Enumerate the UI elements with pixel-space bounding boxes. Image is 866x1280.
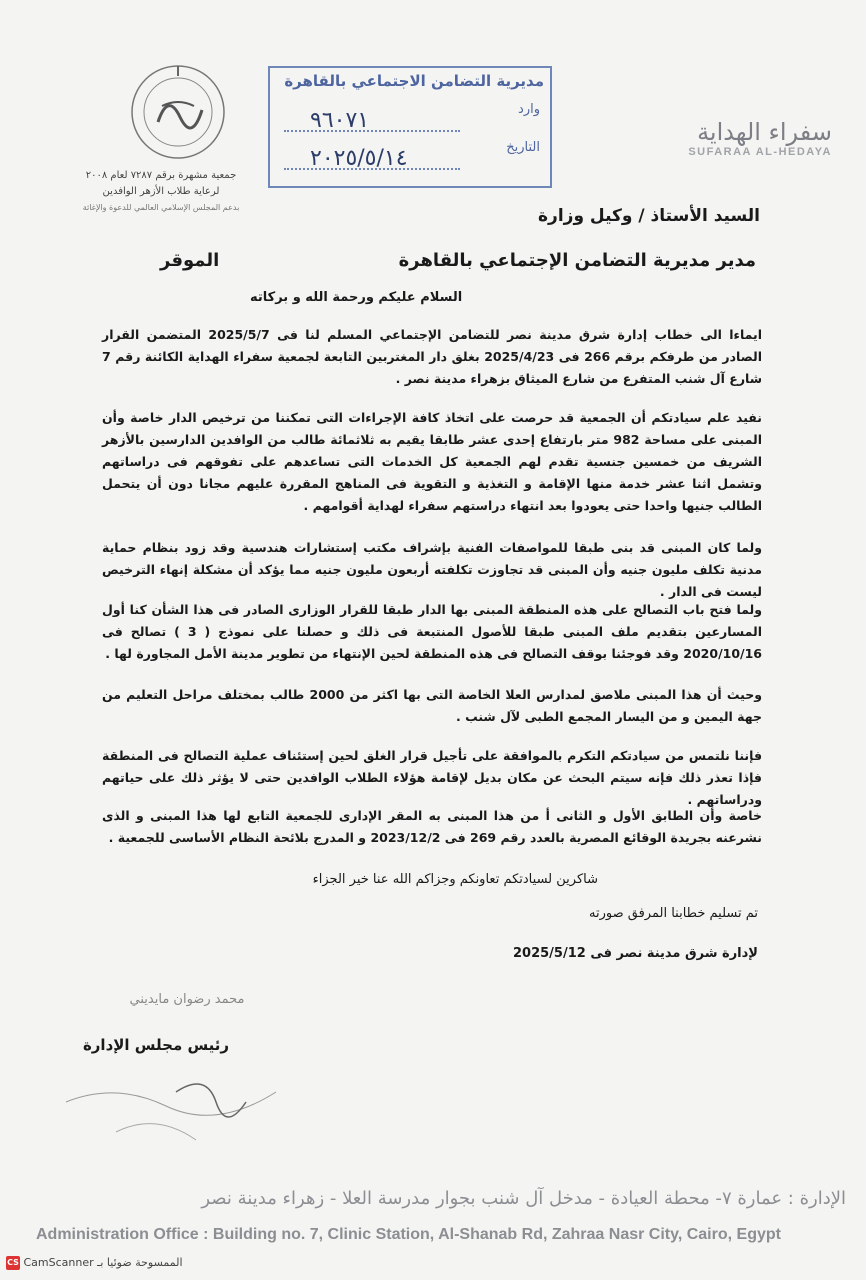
greeting: السلام عليكم ورحمة الله و بركاته	[250, 290, 463, 305]
paragraph-2: نفيد علم سيادتكم أن الجمعية قد حرصت على اتخاذ كافة الإجراءات التى تمكننا من ترخيص الدار خاصة وأن المبنى على مساحة 982 متر بارتفاع إحدى عشر طابقا يقيم به ثلاثمائة طالب من الوافدين الدارسين بالأزهر الشريف من خمسين جنسية تقدم لهم الجمعية كل الخدمات التى تساعدهم على تفوقهم فى دراساتهم وتشمل اثنا عشر خدمة منها الإقامة و التغذية و التقوية فى المناهج المقررة عليهم مجانا دون أن يتحمل الطالب جنيها واحدا حتى يعودوا بعد انتهاء دراستهم سفراء لهداية أقوامهم .	[102, 410, 762, 513]
paragraph-6: فإننا نلتمس من سيادتكم التكرم بالموافقة على تأجيل قرار الغلق لحين إستئناف عملية التصالح فى المنطقة فإذا تعذر ذلك فإنه سيتم البحث عن مكان بديل لإقامة هؤلاء الطلاب الوافدين حتى لا يؤثر ذلك على حياتهم ودراساتهم .	[102, 748, 762, 807]
scanner-watermark	[6, 1256, 183, 1272]
association-logo-icon	[128, 62, 228, 162]
signatory-name: محمد رضوان مايديني	[129, 992, 245, 1007]
incoming-stamp	[268, 66, 552, 188]
stamp-label-date: التاريخ	[506, 140, 540, 155]
assoc-line-1: جمعية مشهرة برقم ٧٢٨٧ لعام ٢٠٠٨	[85, 170, 237, 181]
place-and-date: لإدارة شرق مدينة نصر فى 2025/5/12	[513, 946, 758, 961]
camscanner-icon: CS	[6, 1256, 20, 1270]
footer-address-english: Administration Office : Building no. 7, Clinic Station, Al-Shanab Rd, Zahraa Nasr City, Cairo, Egypt	[36, 1226, 781, 1243]
paragraph-4: ولما فتح باب التصالح على هذه المنطقة المبنى بها الدار طبقا للقرار الوزارى الصادر فى هذا الشأن كنا أول المسارعين بتقديم ملف المبنى طبقا للأصول المنتبعة فى ذلك و حصلنا على نموذج ( 3 ) تصالح فى 2020/10/16 وقد فوجئنا بوقف التصالح فى هذه المنطقة لحين الإنتهاء من تطوير مدينة الأمل المجاورة لها .	[102, 602, 762, 661]
stamp-title: مديرية التضامن الاجتماعي بالقاهرة	[284, 72, 544, 90]
paragraph-5: وحيث أن هذا المبنى ملاصق لمدارس العلا الخاصة التى بها اكثر من 2000 طالب بمختلف مراحل التعليم من جهة اليمين و من اليسار المجمع الطبى لآل شنب .	[102, 687, 762, 724]
paragraph-3: ولما كان المبنى قد بنى طبقا للمواصفات الفنية بإشراف مكتب إستشارات هندسية وقد زود بنظام حماية مدنية تكلف مليون جنيه وأن المبنى قد تجاوزت تكلفته أربعون مليون جنيه مما يؤكد أن مشكلة إنهاء الترخيص ليست فى الدار .	[102, 540, 762, 599]
addressee-line-1: السيد الأستاذ / وكيل وزارة	[538, 206, 760, 226]
association-registration-text	[56, 168, 266, 216]
brand-logo	[688, 118, 832, 158]
signatory-title: رئيس مجلس الإدارة	[82, 1036, 230, 1054]
addressee-line-2	[160, 250, 756, 271]
assoc-line-3: بدعم المجلس الإسلامي العالمي للدعوة والإغاثة	[82, 203, 240, 212]
closing-thanks: شاكرين لسيادتكم تعاونكم وجزاكم الله عنا خير الجزاء	[312, 872, 598, 887]
scanner-prefix: الممسوحة ضوئيا بـ	[97, 1256, 183, 1269]
stamp-date: ٢٠٢٥/٥/١٤	[310, 146, 408, 171]
footer-address-arabic: الإدارة : عمارة ٧- محطة العيادة - مدخل آل شنب بجوار مدرسة العلا - زهراء مدينة نصر	[201, 1188, 846, 1209]
paragraph-1: ايماءا الى خطاب إدارة شرق مدينة نصر للتضامن الإجتماعي المسلم لنا فى 2025/5/7 المتضمن القرار الصادر من طرفكم برقم 266 فى 2025/4/23 بغلق دار المغتربين التابعة لجمعية سفراء الهداية الكائنة رقم 7 شارع آل شنب المتفرع من شارع الميثاق بزهراء مدينة نصر .	[102, 327, 762, 386]
handwritten-signature-icon	[56, 1062, 286, 1152]
stamp-label-incoming: وارد	[518, 102, 540, 117]
assoc-line-2: لرعاية طلاب الأزهر الوافدين	[102, 186, 220, 197]
addressee-director: مدير مديرية التضامن الإجتماعي بالقاهرة	[398, 250, 756, 271]
addressee-honorific: الموقر	[160, 250, 220, 271]
brand-name-english: SUFARAA AL-HEDAYA	[688, 146, 832, 158]
attachment-note: تم تسليم خطابنا المرفق صورته	[589, 906, 758, 921]
scanner-name: CamScanner	[23, 1256, 94, 1269]
paragraph-7: خاصة وأن الطابق الأول و الثانى أ من هذا المبنى به المقر الإدارى للجمعية التابع لها هذا المبنى و الذى نشرعنه بجريدة الوقائع المصرية بالعدد رقم 269 فى 2023/12/2 و المدرج بلائحة النظام الأساسى للجمعية .	[102, 808, 762, 845]
brand-name-arabic: سفراء الهداية	[697, 118, 832, 146]
stamp-number: ٩٦٠٧١	[310, 108, 370, 133]
